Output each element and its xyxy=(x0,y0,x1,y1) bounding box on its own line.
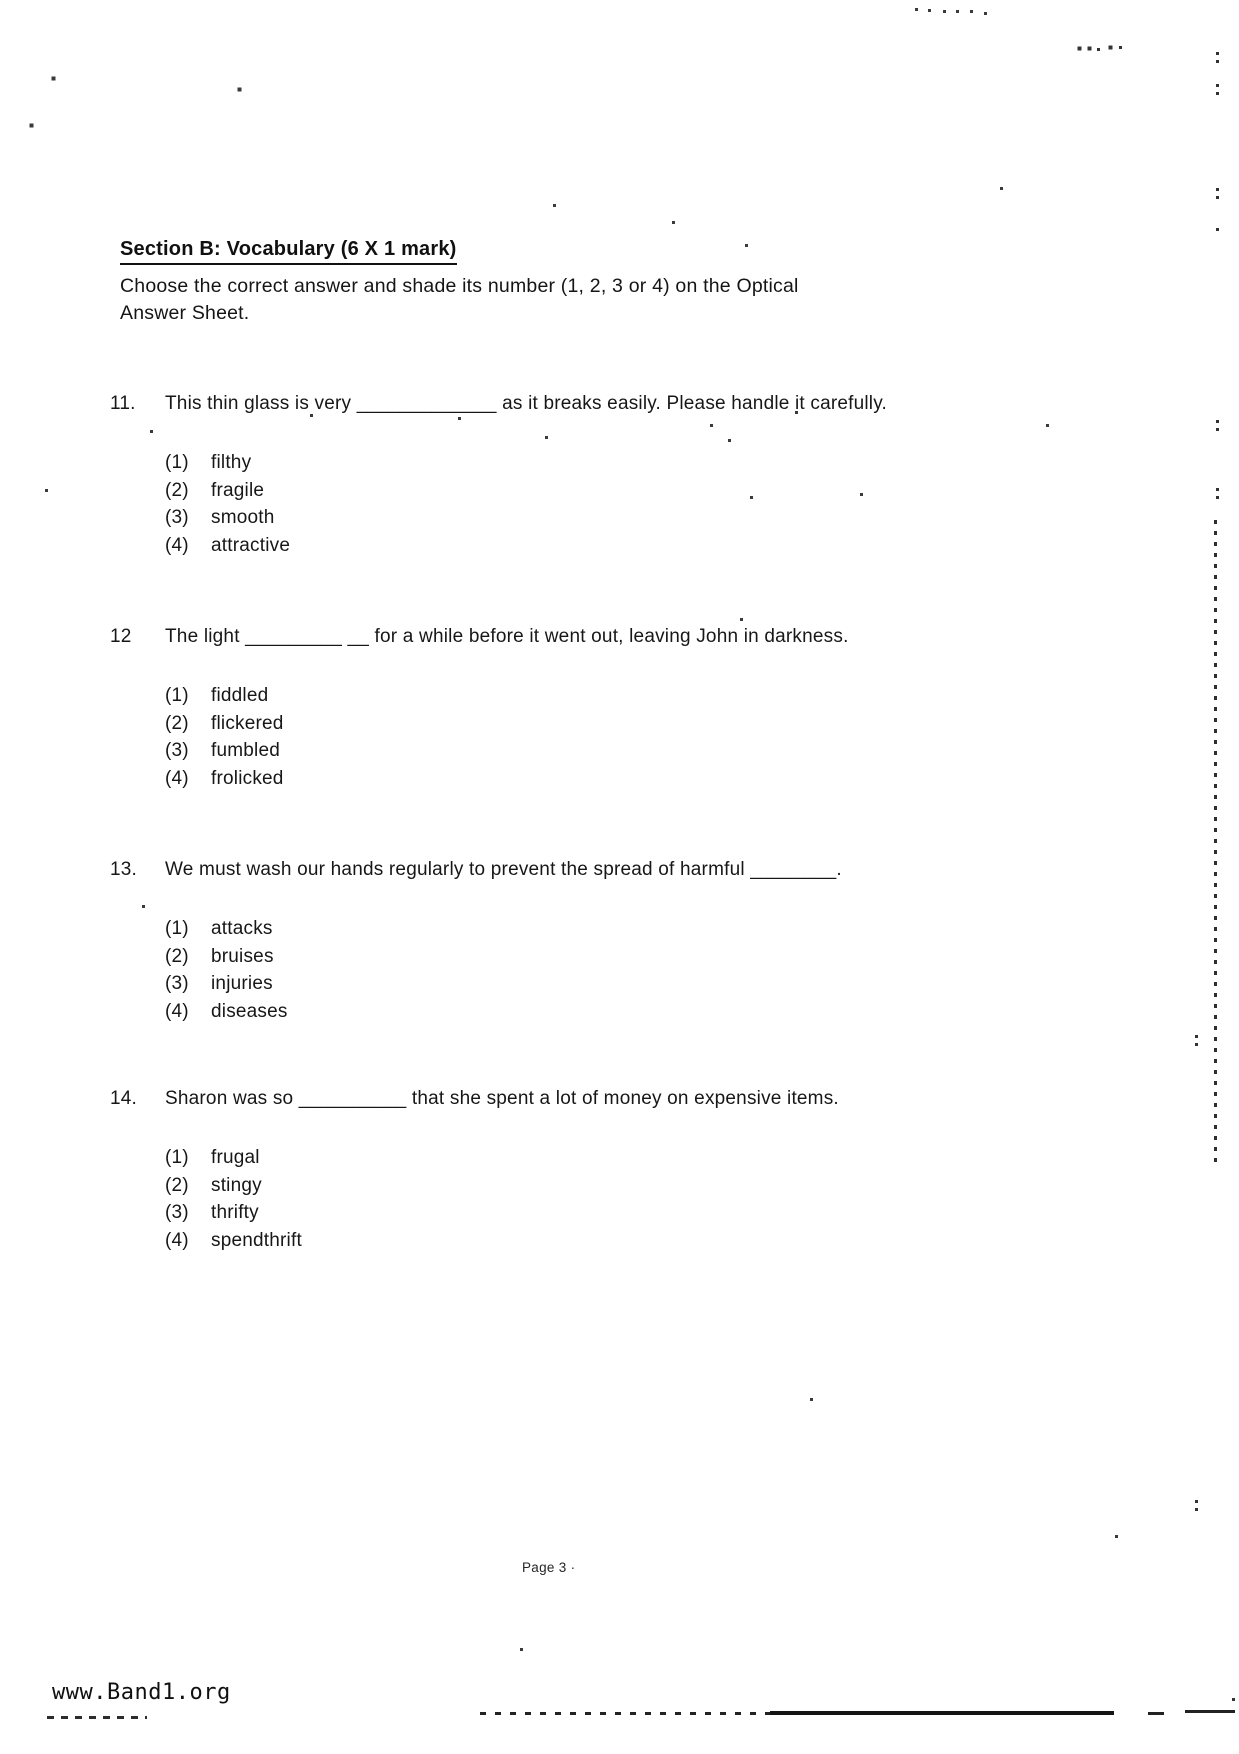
page-number-footer: Page 3 · xyxy=(522,1560,576,1575)
option-label: stingy xyxy=(211,1174,262,1196)
option-label: diseases xyxy=(211,1000,288,1022)
option-label: frolicked xyxy=(211,767,284,789)
option-number: (3) xyxy=(165,1202,189,1223)
option-label: fragile xyxy=(211,479,265,501)
option-number: (2) xyxy=(165,712,189,734)
bottom-scan-line-dash xyxy=(1148,1712,1164,1715)
watermark-url: www.Band1.org xyxy=(52,1680,231,1705)
option xyxy=(165,532,1120,560)
option-label: spendthrift xyxy=(211,1229,302,1251)
question-14-number: 14. xyxy=(110,1088,138,1109)
bottom-scan-line-solid xyxy=(770,1711,1114,1715)
question-13-line xyxy=(110,858,1120,882)
option-number: (3) xyxy=(165,507,189,528)
bottom-scan-line-dotted xyxy=(480,1712,770,1715)
instruction-line-2: Answer Sheet. xyxy=(120,302,250,324)
question-11-number: 11. xyxy=(110,393,136,414)
option-number: (3) xyxy=(165,740,189,761)
option-label: smooth xyxy=(211,507,275,528)
bottom-scan-line-dash xyxy=(1185,1710,1235,1713)
option xyxy=(165,943,1120,971)
option xyxy=(165,1199,1120,1227)
section-header xyxy=(120,238,920,327)
option-label: flickered xyxy=(211,712,284,734)
option xyxy=(165,682,1120,710)
option xyxy=(165,970,1120,998)
option-label: injuries xyxy=(211,973,273,994)
question-14-options xyxy=(165,1144,1120,1254)
option-number: (2) xyxy=(165,945,189,967)
option-number: (1) xyxy=(165,452,189,473)
question-14-line xyxy=(110,1087,1120,1111)
option xyxy=(165,449,1120,477)
question-13 xyxy=(110,858,1120,1025)
question-13-options xyxy=(165,915,1120,1025)
option-number: (1) xyxy=(165,685,189,706)
option-label: attacks xyxy=(211,918,273,939)
option xyxy=(165,915,1120,943)
option xyxy=(165,765,1120,793)
section-title: Section B: Vocabulary (6 X 1 mark) xyxy=(120,238,457,265)
option-number: (1) xyxy=(165,1147,189,1168)
instruction-line-1: Choose the correct answer and shade its number (1, 2, 3 or 4) on the Optical xyxy=(120,275,799,297)
option-number: (2) xyxy=(165,1174,189,1196)
option-label: filthy xyxy=(211,452,252,473)
option-label: fumbled xyxy=(211,740,280,761)
option-number: (1) xyxy=(165,918,189,939)
question-12-number: 12 xyxy=(110,626,132,647)
question-11 xyxy=(110,392,1120,559)
option xyxy=(165,1227,1120,1255)
option-label: fiddled xyxy=(211,685,269,706)
option xyxy=(165,504,1120,532)
question-11-text: This thin glass is very _____________ as it breaks easily. Please handle it carefully. xyxy=(165,393,887,414)
option-label: thrifty xyxy=(211,1202,259,1223)
question-11-line xyxy=(110,392,1120,416)
option xyxy=(165,1172,1120,1200)
option-number: (4) xyxy=(165,767,189,789)
option xyxy=(165,477,1120,505)
question-12-line xyxy=(110,625,1120,649)
question-12-text: The light _________ __ for a while before it went out, leaving John in darkness. xyxy=(165,626,849,647)
option-number: (4) xyxy=(165,1000,189,1022)
option xyxy=(165,710,1120,738)
question-13-text: We must wash our hands regularly to prevent the spread of harmful ________. xyxy=(165,859,842,880)
scan-noise-specks xyxy=(0,0,3,3)
question-14-text: Sharon was so __________ that she spent a lot of money on expensive items. xyxy=(165,1088,839,1109)
option-label: attractive xyxy=(211,534,291,556)
option xyxy=(165,1144,1120,1172)
question-14 xyxy=(110,1087,1120,1254)
question-13-number: 13. xyxy=(110,859,138,880)
option-label: frugal xyxy=(211,1147,260,1168)
watermark-underline-marks xyxy=(47,1716,147,1719)
question-12 xyxy=(110,625,1120,792)
question-11-options xyxy=(165,449,1120,559)
section-instructions xyxy=(120,273,920,327)
question-12-options xyxy=(165,682,1120,792)
right-edge-perforation-dots xyxy=(1214,520,1217,1165)
option-number: (4) xyxy=(165,534,189,556)
option xyxy=(165,737,1120,765)
option-number: (4) xyxy=(165,1229,189,1251)
option-number: (3) xyxy=(165,973,189,994)
option-number: (2) xyxy=(165,479,189,501)
option-label: bruises xyxy=(211,945,274,967)
option xyxy=(165,998,1120,1026)
